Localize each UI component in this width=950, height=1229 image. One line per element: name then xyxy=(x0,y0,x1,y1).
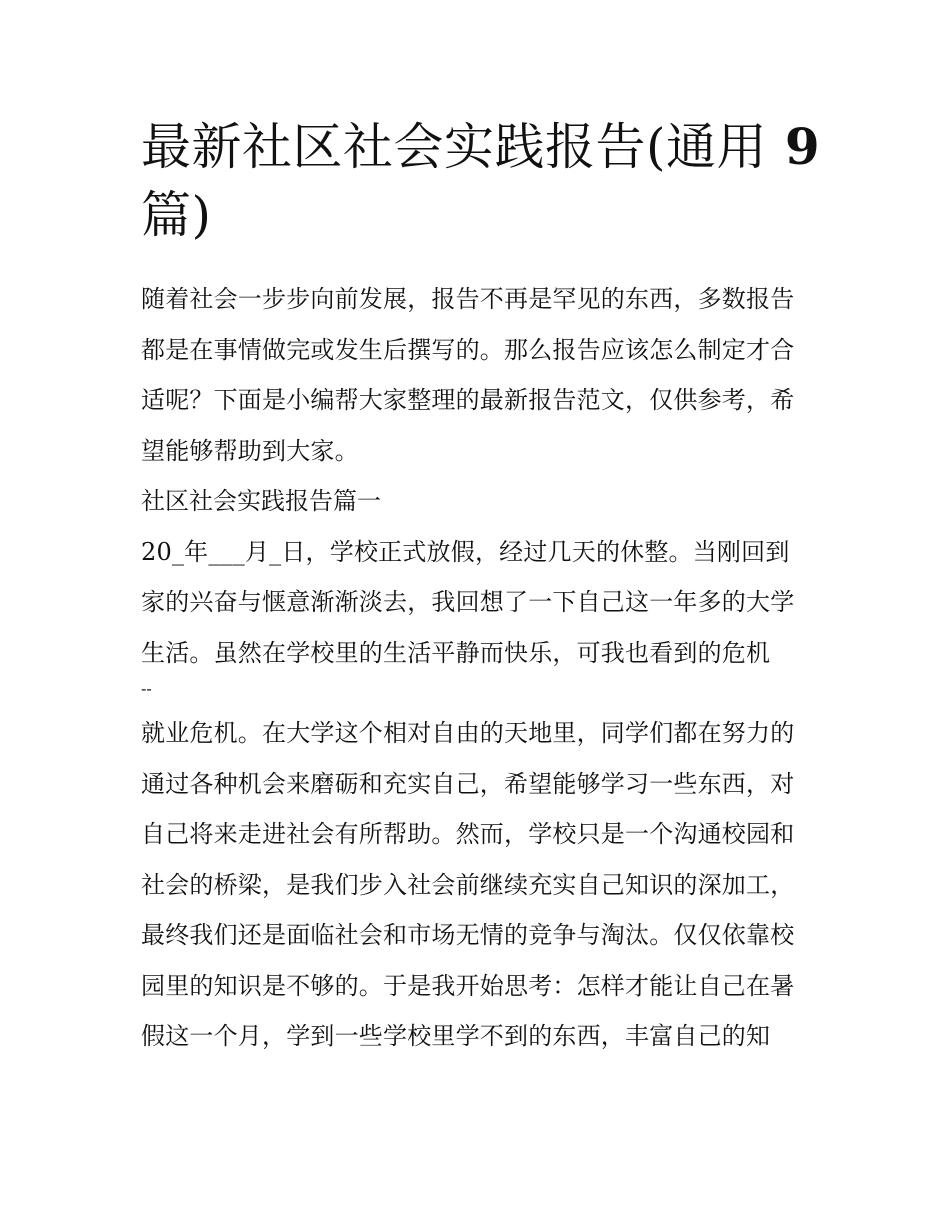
document-title xyxy=(141,113,821,249)
section-heading: 社区社会实践报告篇一 xyxy=(141,487,381,515)
title-number: 9 xyxy=(767,117,821,176)
document-body xyxy=(141,274,813,1062)
intro-paragraph: 随着社会一步步向前发展，报告不再是罕见的东西，多数报告都是在事情做完或发生后撰写的。那么报告应该怎么制定才合适呢？下面是小编帮大家整理的最新报告范文，仅供参考，希望能够帮助到大家。 xyxy=(141,285,795,465)
title-text-2: 通用 xyxy=(666,118,768,176)
title-line-2: 篇) xyxy=(141,186,212,244)
dash-separator: -- xyxy=(141,679,152,698)
body-paragraph-2: 就业危机。在大学这个相对自由的天地里，同学们都在努力的通过各种机会来磨砺和充实自己，希望能够学习一些东西，对自己将来走进社会有所帮助。然而，学校只是一个沟通校园和社会的桥梁，是我们步入社会前继续充实自己知识的深加工，最终我们还是面临社会和市场无情的竞争与淘汰。仅仅依靠校园里的知识是不够的。于是我开始思考：怎样才能让自己在暑假这一个月，学到一些学校里学不到的东西，丰富自己的知 xyxy=(141,719,795,1050)
body-paragraph-1: 20_年___月_日，学校正式放假，经过几天的休整。当刚回到家的兴奋与惬意渐渐淡去，我回想了一下自己这一年多的大学生活。虽然在学校里的生活平静而快乐，可我也看到的危机 xyxy=(141,537,795,667)
title-text: 最新社区社会实践报告( xyxy=(141,118,667,176)
